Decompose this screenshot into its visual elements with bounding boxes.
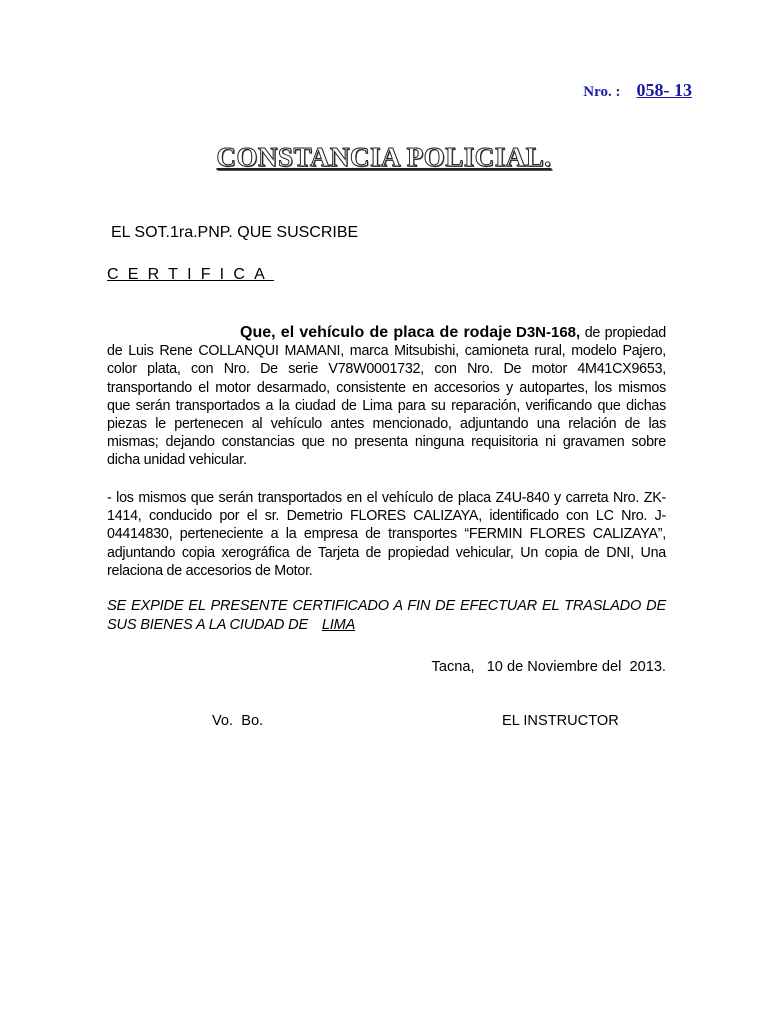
body-paragraph-2: - los mismos que serán transportados en el vehículo de placa Z4U-840 y carreta Nro. ZK-1414, conducido por el sr. Demetrio FLORES CALIZAYA, identificado con LC Nro. J-04414830, perteneciente a la empresa de transportes “FERMIN FLORES CALIZAYA”, adjuntando copia xerográfica de Tarjeta de propiedad vehicular, Un copia de DNI, Una relaciona de accesorios de Motor. xyxy=(107,490,666,579)
document-number-value: 058- 13 xyxy=(636,80,692,100)
expide-statement xyxy=(107,597,666,634)
issuer-line: EL SOT.1ra.PNP. QUE SUSCRIBE xyxy=(111,224,359,241)
certifica-heading: CERTIFICA xyxy=(107,266,274,283)
destination-city: LIMA xyxy=(321,616,356,633)
instructor-signature-label: EL INSTRUCTOR xyxy=(502,713,619,729)
paragraph-1-text: de propiedad de Luis Rene COLLANQUI MAMANI, marca Mitsubishi, camioneta rural, modelo Pajero, color plata, con Nro. De serie V78W0001732, con Nro. De motor 4M41CX9653, transportando el motor desarmado, consistente en accesorios y autopartes, los mismos que serán transportados a la ciudad de Lima para su reparación, verificando que dichas piezas le pertenecen al vehículo antes mencionado, adjuntando una relación de las mismas; dejando constancias que no presenta ninguna requisitoria ni gravamen sobre dicha unidad vehicular. xyxy=(107,325,666,469)
date-line: Tacna, 10 de Noviembre del 2013. xyxy=(431,659,666,675)
body-paragraph-1 xyxy=(107,324,666,470)
paragraph-lead: Que, el vehículo de placa de rodaje xyxy=(240,324,512,341)
document-number xyxy=(583,80,692,101)
document-title: CONSTANCIA POLICIAL. xyxy=(216,142,552,172)
document-number-label: Nro. : xyxy=(583,84,621,100)
vehicle-plate: D3N-168, xyxy=(516,324,581,341)
vobo-signature-label: Vo. Bo. xyxy=(212,713,264,729)
expide-text: SE EXPIDE EL PRESENTE CERTIFICADO A FIN DE EFECTUAR EL TRASLADO DE SUS BIENES A LA CIUDAD DE xyxy=(107,598,666,633)
